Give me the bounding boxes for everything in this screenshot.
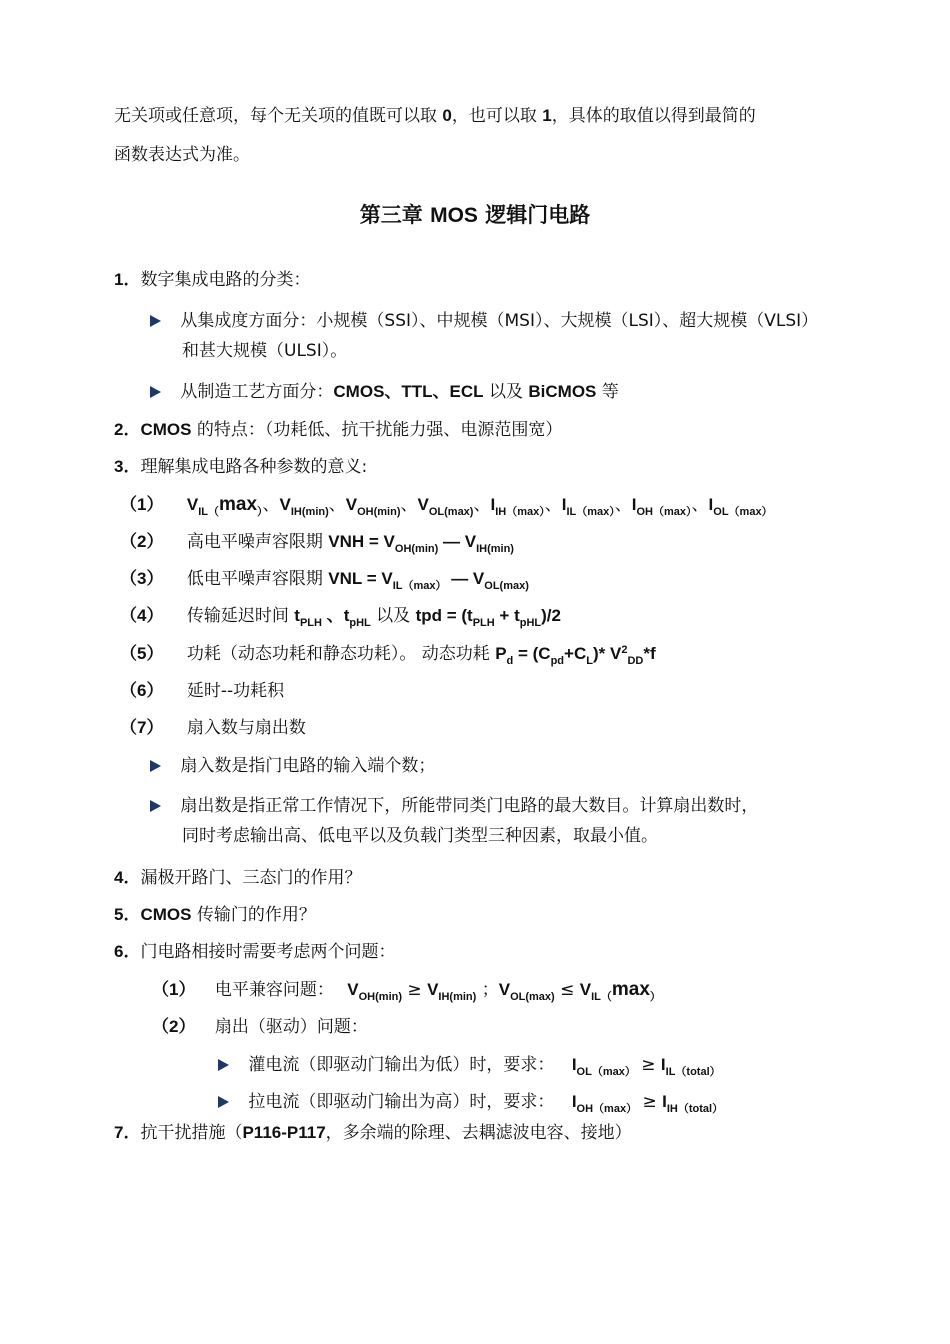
fan-out-bullet: 扇出数是指正常工作情况下，所能带同类门电路的最大数目。计算扇出数时，	[150, 794, 758, 818]
section-5-heading: 5．CMOS 传输门的作用？	[114, 905, 316, 925]
source-current-bullet: 拉电流（即驱动门输出为高）时，要求： $I_{OH(max)} \ge I_{IH(total)}$	[218, 1090, 723, 1116]
param-3-noise-margin-low: （3） 低电平噪声容限期 VNL = $V_{IL(max)}$ — $V_{OL(max)}$	[120, 569, 529, 592]
section-6-heading: 6．门电路相接时需要考虑两个问题：	[114, 942, 396, 962]
triangle-bullet-icon	[218, 1096, 229, 1108]
triangle-bullet-icon	[150, 386, 161, 398]
fanout-drive-item: （2） 扇出（驱动）问题：	[152, 1017, 368, 1037]
section-7-heading: 7．抗干扰措施（P116-P117，多余端的除理、去耦滤波电容、接地）	[114, 1123, 632, 1143]
param-2-noise-margin-high: （2） 高电平噪声容限期 VNH = $V_{OH(min)}$ — $V_{IH(min)}$	[120, 532, 514, 555]
triangle-bullet-icon	[150, 800, 161, 812]
fan-out-bullet-cont: 同时考虑输出高、低电平以及负载门类型三种因素，取最小值。	[182, 826, 658, 846]
section-1-heading: 1．数字集成电路的分类：	[114, 270, 311, 290]
fan-in-bullet: 扇入数是指门电路的输入端个数；	[150, 754, 435, 778]
param-6-delay-power: （6） 延时--功耗积	[120, 681, 285, 701]
triangle-bullet-icon	[150, 315, 161, 327]
section-4-heading: 4．漏极开路门、三态门的作用？	[114, 868, 362, 888]
sink-current-bullet: 灌电流（即驱动门输出为低）时，要求： $I_{OL(max)} \ge I_{IL(total)}$	[218, 1053, 721, 1079]
param-list-1: （1） $V_{IL(}\max_)$、$V_{IH(min)}$、$V_{OH(min)}$、$V_{OL(max)}$、$I_{IH(max)}$、$I_{IL(max)}$、$I_{OH(max)}$、$I_{OL(max)}$	[120, 494, 773, 518]
intro-line-1: 无关项或任意项，每个无关项的值既可以取 0，也可以取 1，具体的取值以得到最简的	[114, 106, 756, 126]
param-4-propagation-delay: （4） 传输延迟时间 $t_{PLH}$ 、$t_{pHL}$ 以及 tpd = $(t_{PLH} + t_{pHL})/2$	[120, 606, 561, 629]
triangle-bullet-icon	[150, 760, 161, 772]
section-2-heading: 2．CMOS 的特点：（功耗低、抗干扰能力强、电源范围宽）	[114, 420, 563, 440]
triangle-bullet-icon	[218, 1059, 229, 1071]
intro-line-2: 函数表达式为准。	[114, 145, 250, 165]
section-1-bullet-1-cont: 和甚大规模（ULSI）。	[182, 341, 348, 361]
section-1-bullet-2: 从制造工艺方面分：CMOS、TTL、ECL 以及 BiCMOS 等	[150, 380, 619, 404]
section-3-heading: 3．理解集成电路各种参数的意义:	[114, 457, 368, 477]
chapter-title: 第三章 MOS 逻辑门电路	[359, 203, 591, 227]
level-compat-item: （1） 电平兼容问题： $V_{OH(min)} \ge V_{IH(min)}$ ；$V_{OL(max)} \le V_{IL(}\max_)$	[152, 979, 661, 1003]
param-5-power: （5） 功耗（动态功耗和静态功耗）。 动态功耗 $P_d = (C_{pd}+C_L)*$ $V^2_{DD}*f$	[120, 644, 656, 667]
param-7-fan: （7） 扇入数与扇出数	[120, 718, 306, 738]
section-1-bullet-1: 从集成度方面分：小规模（SSI）、中规模（MSI）、大规模（LSI）、超大规模（VLSI）	[150, 309, 818, 333]
